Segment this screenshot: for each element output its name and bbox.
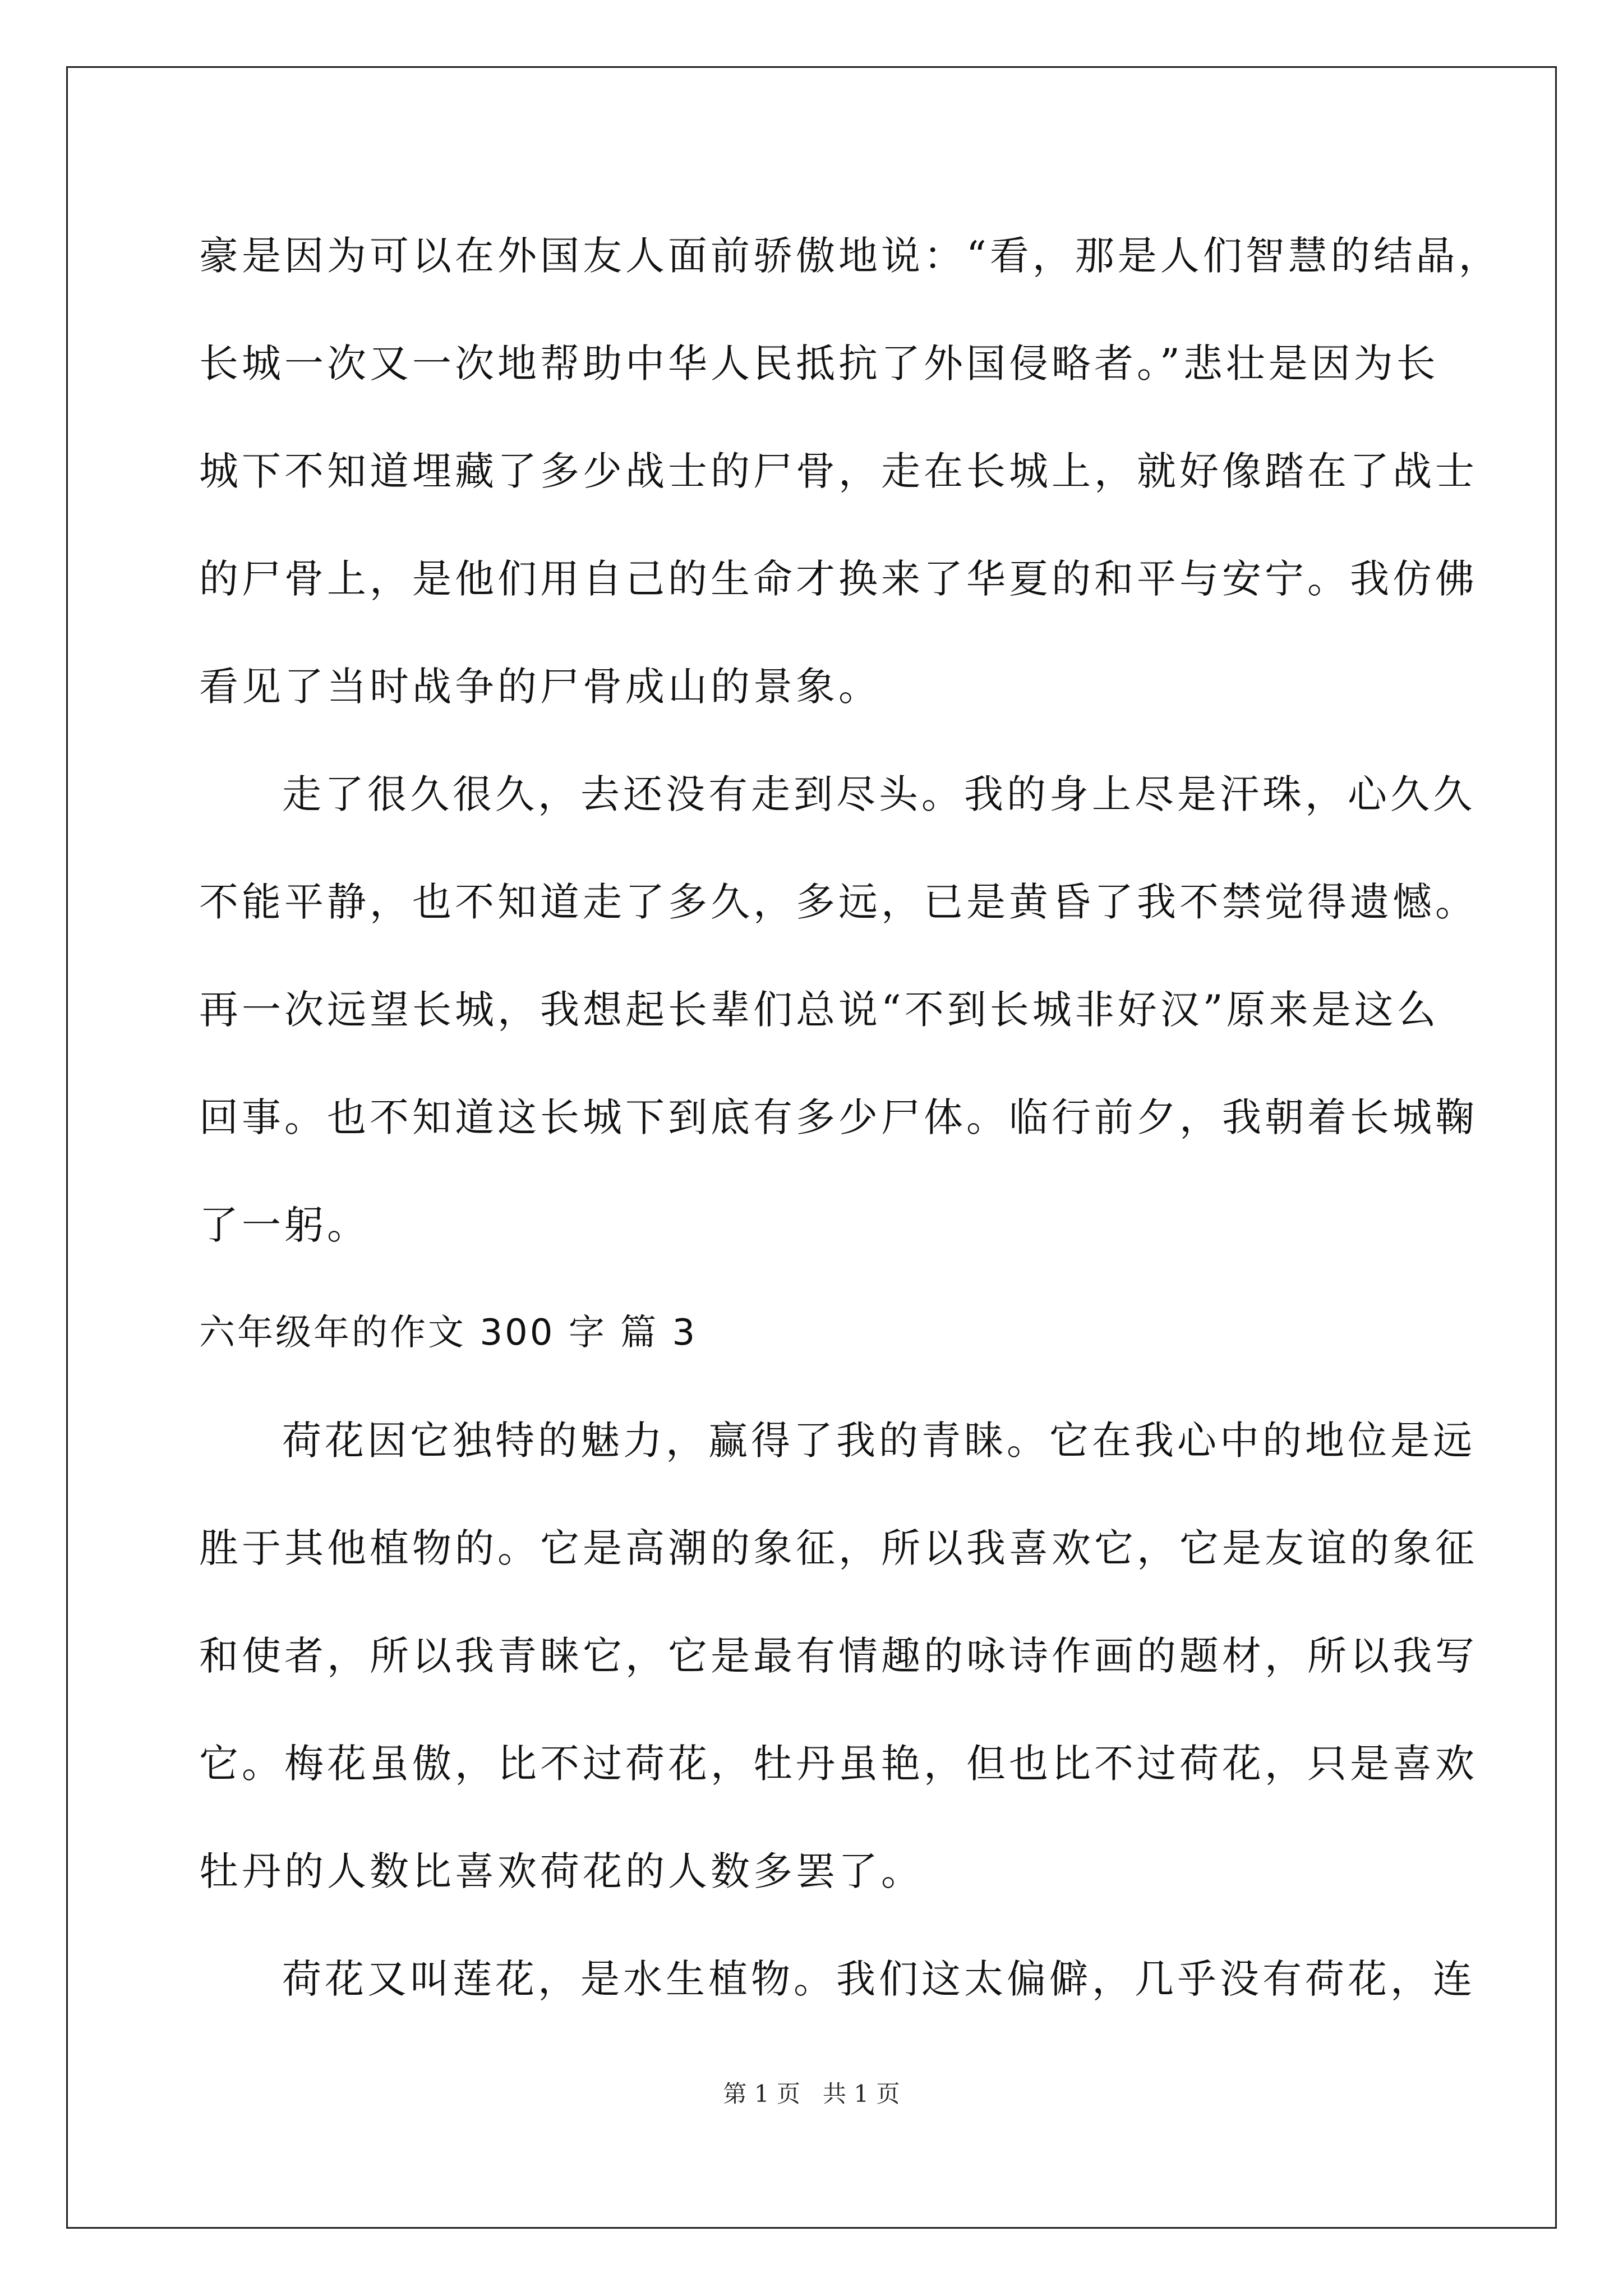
text-line: 看见了当时战争的尸骨成山的景象。 xyxy=(199,664,881,710)
document-body xyxy=(199,202,1501,2033)
text-line: 不能平静，也不知道走了多久，多远，已是黄昏了我不禁觉得遗憾。 xyxy=(199,879,1478,925)
text-line: 的尸骨上，是他们用自己的生命才换来了华夏的和平与安宁。我仿佛 xyxy=(199,556,1478,602)
text-line: 再一次远望长城，我想起长辈们总说“不到长城非好汉”原来是这么 xyxy=(199,987,1440,1033)
section-heading: 六年级年的作文 300 字 篇 3 xyxy=(199,1312,698,1354)
text-line: 牡丹的人数比喜欢荷花的人数多罢了。 xyxy=(199,1848,924,1894)
paragraph-start-line: 走了很久很久，去还没有走到尽头。我的身上尽是汗珠，心久久 xyxy=(282,771,1476,817)
text-line: 回事。也不知道这长城下到底有多少尸体。临行前夕，我朝着长城鞠 xyxy=(199,1094,1478,1140)
text-line: 它。梅花虽傲，比不过荷花，牡丹虽艳，但也比不过荷花，只是喜欢 xyxy=(199,1741,1478,1787)
text-line: 和使者，所以我青睐它，它是最有情趣的咏诗作画的题材，所以我写 xyxy=(199,1633,1478,1679)
text-line: 了一躬。 xyxy=(199,1202,370,1248)
text-line: 胜于其他植物的。它是高潮的象征，所以我喜欢它，它是友谊的象征 xyxy=(199,1525,1478,1571)
text-line: 长城一次又一次地帮助中华人民抵抗了外国侵略者。”悲壮是因为长 xyxy=(199,341,1439,386)
paragraph-start-line: 荷花又叫莲花，是水生植物。我们这太偏僻，几乎没有荷花，连 xyxy=(282,1956,1476,2002)
page-footer: 第 1 页 共 1 页 xyxy=(723,2080,900,2108)
text-line: 豪是因为可以在外国友人面前骄傲地说：“看，那是人们智慧的结晶， xyxy=(199,233,1501,279)
text-line: 城下不知道埋藏了多少战士的尸骨，走在长城上，就好像踏在了战士 xyxy=(199,448,1478,494)
paragraph-start-line: 荷花因它独特的魅力，赢得了我的青睐。它在我心中的地位是远 xyxy=(282,1418,1476,1464)
